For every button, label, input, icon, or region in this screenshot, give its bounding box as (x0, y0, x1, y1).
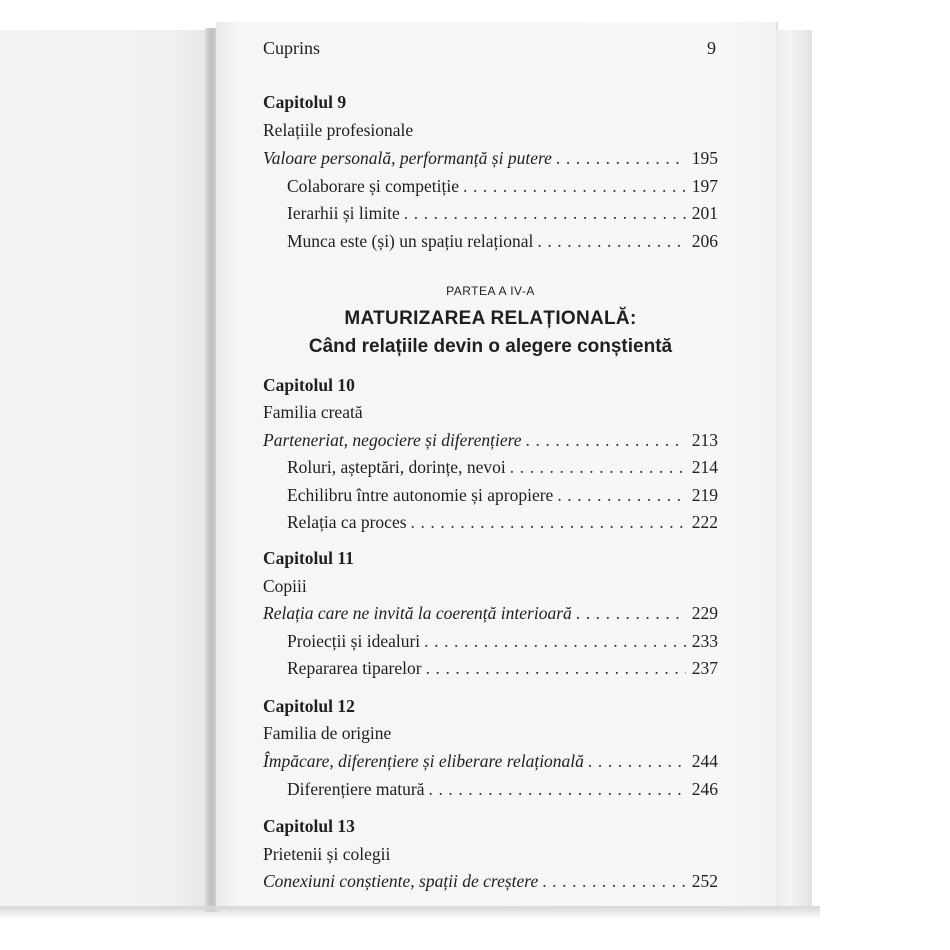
toc-entry-page: 233 (691, 631, 718, 651)
toc-entry-title: Relația care ne invită la coerență interioară (263, 603, 572, 623)
toc-entry (263, 428, 718, 452)
toc-entry (263, 749, 718, 773)
toc-entry-page: 237 (691, 658, 718, 678)
chapter-title: Capitolul 10 (263, 375, 355, 395)
page-number: 9 (707, 38, 716, 58)
toc-entry-title: Conexiuni conștiente, spații de creștere (263, 871, 539, 891)
toc-entry (287, 510, 718, 534)
toc-entry-title: Parteneriat, negociere și diferențiere (263, 430, 522, 450)
chapter-heading: Familia creată (263, 402, 363, 422)
dot-leader (557, 483, 685, 507)
toc-entry-page: 252 (691, 871, 718, 891)
dot-leader (426, 656, 686, 680)
toc-entry-title: Munca este (și) un spațiu relațional (287, 231, 534, 251)
dot-leader (537, 229, 685, 253)
toc-entry (263, 146, 718, 170)
toc-entry-title: Relația ca proces (287, 512, 407, 532)
chapter-title: Capitolul 12 (263, 696, 355, 716)
toc-entry-title: Colaborare și competiție (287, 176, 460, 196)
chapter-heading: Prietenii și colegii (263, 844, 391, 864)
toc-entry (287, 777, 718, 801)
dot-leader (526, 428, 686, 452)
dot-leader (463, 174, 686, 198)
chapter-heading: Copiii (263, 576, 307, 596)
dot-leader (576, 601, 686, 625)
toc-entry-title: Valoare personală, performanță și putere (263, 148, 552, 168)
toc-entry-title: Echilibru între autonomie și apropiere (287, 485, 554, 505)
toc-entry (287, 455, 718, 479)
toc-entry-page: 206 (691, 231, 718, 251)
dot-leader (556, 146, 686, 170)
dot-leader (424, 629, 686, 653)
toc-entry-page: 201 (691, 203, 718, 223)
part-subtitle: Când relațiile devin o alegere conștientă (308, 336, 673, 357)
chapter-title: Capitolul 9 (263, 92, 347, 112)
toc-entry (287, 656, 718, 680)
chapter-title: Capitolul 13 (263, 816, 355, 836)
toc-entry-page: 197 (691, 176, 718, 196)
chapter-heading: Familia de origine (263, 723, 392, 743)
toc-entry-page: 222 (691, 512, 718, 532)
toc-entry (287, 229, 718, 253)
toc-entry-page: 213 (691, 430, 718, 450)
toc-entry-title: Proiecții și idealuri (287, 631, 421, 651)
dot-leader (411, 510, 686, 534)
dot-leader (510, 455, 686, 479)
toc-entry (287, 201, 718, 225)
toc-entry (287, 174, 718, 198)
toc-entry (263, 601, 718, 625)
toc-entry-page: 219 (691, 485, 718, 505)
toc-entry-title: Roluri, așteptări, dorințe, nevoi (287, 457, 506, 477)
toc-entry-title: Ierarhii și limite (287, 203, 400, 223)
toc-entry-page: 246 (691, 779, 718, 799)
dot-leader (542, 869, 686, 893)
part-title: MATURIZAREA RELAȚIONALĂ: (344, 308, 637, 329)
toc-entry (287, 629, 718, 653)
toc-entry-title: Împăcare, diferențiere și eliberare relațională (263, 751, 584, 771)
dot-leader (404, 201, 686, 225)
dot-leader (429, 777, 686, 801)
chapter-heading: Relațiile profesionale (263, 120, 414, 140)
toc-entry-page: 195 (691, 148, 718, 168)
toc-entry (287, 483, 718, 507)
toc-entry-page: 229 (691, 603, 718, 623)
dot-leader (588, 749, 686, 773)
toc-entry-title: Diferențiere matură (287, 779, 425, 799)
part-label: PARTEA A IV-A (446, 284, 535, 298)
chapter-title: Capitolul 11 (263, 548, 354, 568)
toc-entry-page: 214 (691, 457, 718, 477)
running-header-title: Cuprins (263, 38, 321, 58)
toc-entry-page: 244 (691, 751, 718, 771)
toc-entry (263, 869, 718, 893)
toc-entry-title: Repararea tiparelor (287, 658, 422, 678)
